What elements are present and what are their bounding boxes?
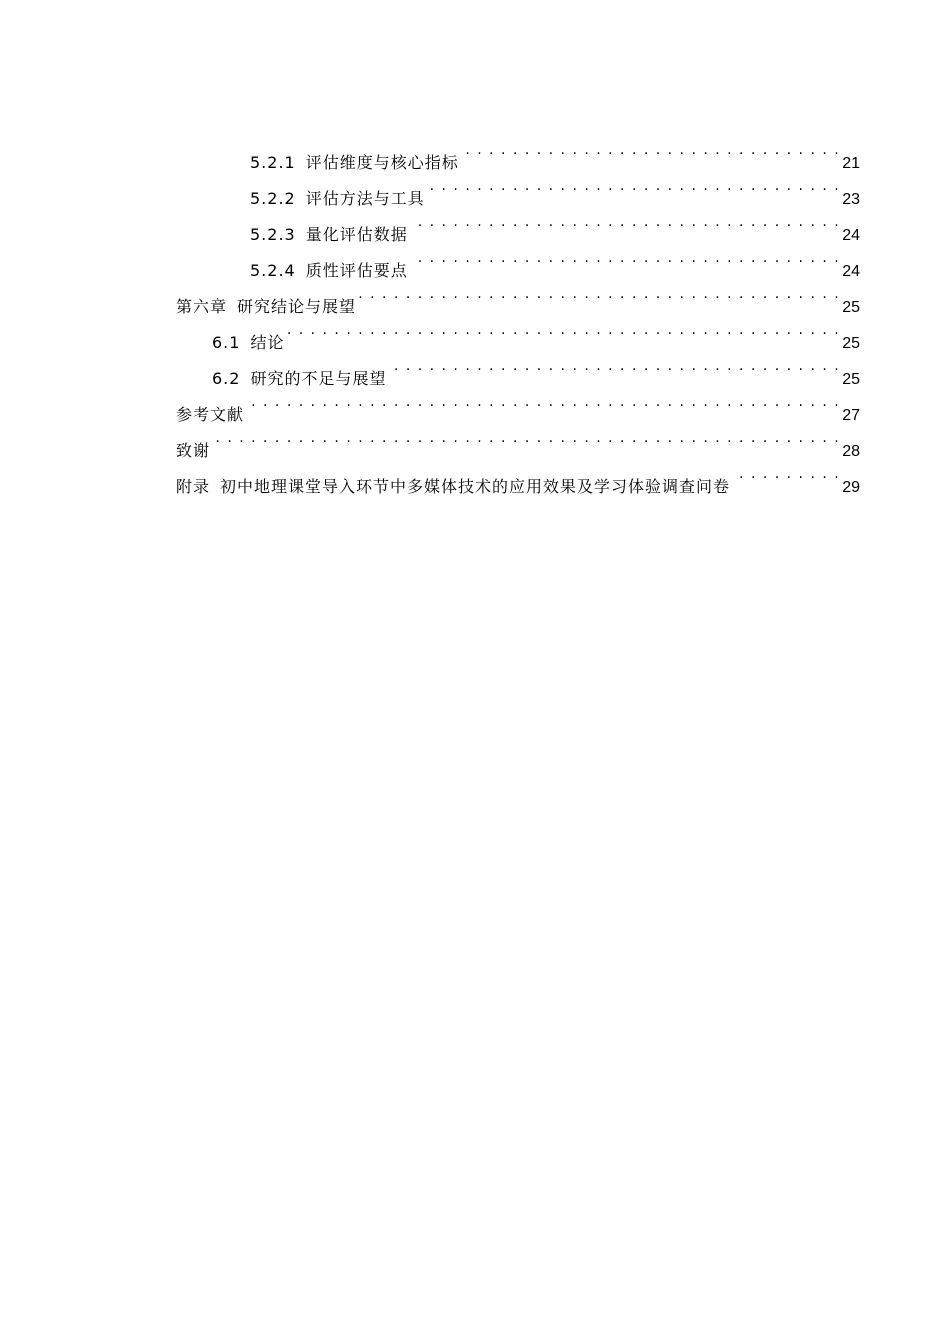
toc-entry-title: 研究结论与展望 bbox=[237, 297, 357, 316]
toc-entry-title: 致谢 bbox=[176, 441, 211, 460]
toc-entry-label bbox=[176, 433, 210, 469]
toc-entry[interactable] bbox=[176, 132, 860, 172]
toc-entry-title: 参考文献 bbox=[176, 405, 245, 424]
toc-page-number: 25 bbox=[842, 371, 860, 388]
toc-dot-leader bbox=[212, 420, 840, 456]
toc-entry-title: 量化评估数据 bbox=[305, 225, 408, 244]
toc-dot-leader bbox=[461, 132, 840, 168]
toc-page-number: 23 bbox=[842, 191, 860, 208]
toc-entry-title: 初中地理课堂导入环节中多媒体技术的应用效果及学习体验调查问卷 bbox=[220, 477, 731, 496]
toc-entry-title: 研究的不足与展望 bbox=[250, 369, 387, 388]
toc-page-number: 21 bbox=[842, 155, 860, 172]
toc-entry-label bbox=[250, 181, 425, 217]
toc-dot-leader bbox=[732, 456, 840, 492]
toc-entry-label bbox=[212, 325, 284, 361]
toc-page-number: 24 bbox=[842, 227, 860, 244]
toc-page-number: 27 bbox=[842, 407, 860, 424]
toc-entry-number: 5.2.3 bbox=[250, 225, 296, 244]
toc-dot-leader bbox=[358, 276, 840, 312]
toc-page-number: 28 bbox=[842, 443, 860, 460]
toc-entry-number: 5.2.1 bbox=[250, 153, 296, 172]
toc-dot-leader bbox=[410, 204, 840, 240]
toc-entry[interactable] bbox=[176, 420, 860, 460]
table-of-contents bbox=[176, 132, 860, 496]
toc-page-number: 24 bbox=[842, 263, 860, 280]
toc-entry-number: 附录 bbox=[176, 477, 211, 496]
toc-entry-number: 5.2.2 bbox=[250, 189, 296, 208]
toc-entry-number: 5.2.4 bbox=[250, 261, 296, 280]
toc-page-number: 29 bbox=[842, 479, 860, 496]
toc-entry[interactable] bbox=[176, 456, 860, 496]
toc-entry-number: 6.2 bbox=[212, 369, 241, 388]
toc-entry-label bbox=[250, 217, 408, 253]
toc-entry-title: 质性评估要点 bbox=[305, 261, 408, 280]
toc-dot-leader bbox=[246, 384, 840, 420]
toc-entry[interactable] bbox=[176, 384, 860, 424]
toc-entry-title: 评估方法与工具 bbox=[305, 189, 425, 208]
toc-entry-number: 第六章 bbox=[176, 297, 228, 316]
toc-entry-title: 结论 bbox=[250, 333, 285, 352]
toc-page-number: 25 bbox=[842, 299, 860, 316]
toc-entry-title: 评估维度与核心指标 bbox=[305, 153, 459, 172]
toc-entry-label bbox=[176, 469, 730, 505]
toc-page-number: 25 bbox=[842, 335, 860, 352]
toc-dot-leader bbox=[410, 240, 840, 276]
toc-dot-leader bbox=[388, 348, 840, 384]
toc-dot-leader bbox=[286, 312, 840, 348]
toc-entry-number: 6.1 bbox=[212, 333, 241, 352]
toc-dot-leader bbox=[427, 168, 840, 204]
